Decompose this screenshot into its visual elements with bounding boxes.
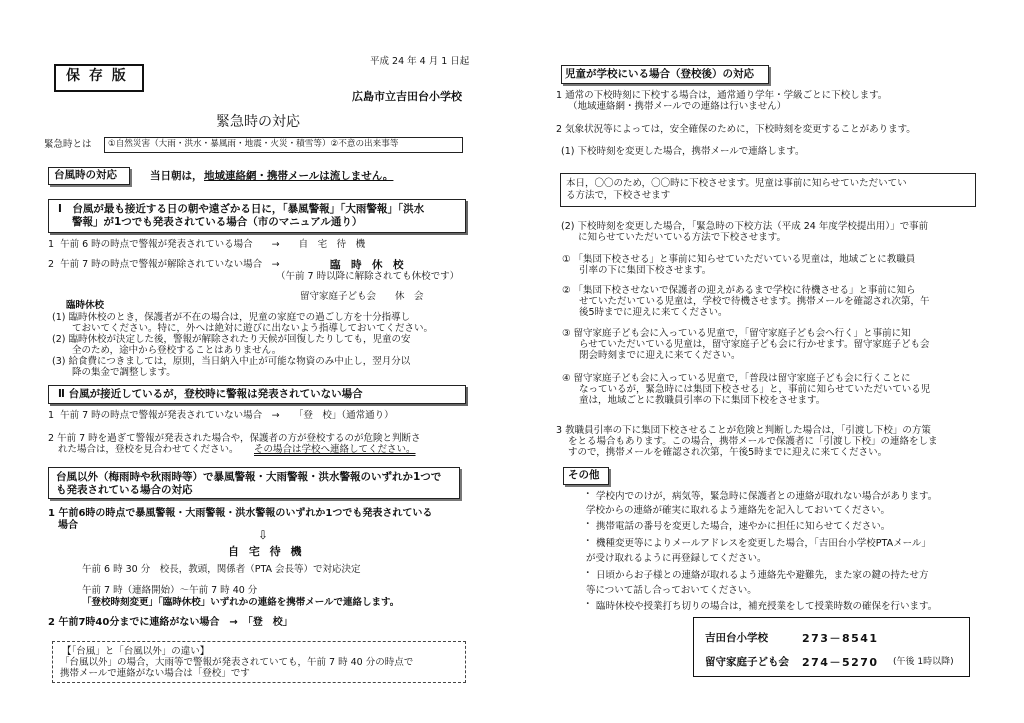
contact-window: 午前 7 時（連絡開始）～午前 7 時 40 分: [82, 585, 258, 596]
effective-date: 平成 24 年 4 月 1 日起: [370, 56, 470, 67]
non-typhoon-title-line1: 台風以外（梅雨時や秋雨時等）で暴風警報・大雨警報・洪水警報のいずれか1つで: [56, 471, 442, 483]
contact-club-name: 留守家庭子ども会: [705, 656, 789, 668]
r-item3c: すので，携帯メールを確認され次第，午後5時までに迎えに来てください。: [568, 447, 888, 458]
case3-line2: らせていただいている児童は，留守家庭子ども会に行かせます。留守家庭子ども会: [579, 339, 930, 350]
other-bullet1b: 学校からの連絡が確実に取れるよう連絡先を記入しておいてください。: [586, 505, 891, 516]
rinji-note-1a: (1) 臨時休校のとき，保護者が不在の場合は，児童の家庭での過ごし方を十分指導し: [52, 312, 411, 323]
non-typhoon-item1b: 場合: [58, 520, 78, 531]
section1-title-line1: Ⅰ 台風が最も接近する日の朝や遠ざかる日に，「暴風警報」「大雨警報」「洪水: [58, 203, 425, 215]
after-arrival-heading: 児童が学校にいる場合（登校後）の対応: [565, 68, 754, 80]
non-typhoon-item2: 2 午前7時40分までに連絡がない場合 → 「登 校」: [48, 617, 293, 628]
case1-line1: ① 「集団下校させる」と事前に知らせていただいている児童は，地域ごとに教職員: [562, 254, 916, 265]
contact-method: 「登校時刻変更」「臨時休校」いずれかの連絡を携帯メールで連絡します。: [82, 597, 400, 608]
mail-sample-line1: 本日，〇〇のため，〇〇時に下校させます。児童は事前に知らせていただいてい: [566, 178, 907, 189]
decision-meeting: 午前 6 時 30 分 校長，教頭，関係者（PTA 会長等）で対応決定: [82, 564, 361, 575]
r-para2b: に知らせていただいている方法で下校させます。: [578, 232, 786, 243]
typhoon-tag: 台風時の対応: [54, 169, 117, 181]
other-bullet1a: 学校内でのけが，病気等，緊急時に保護者との連絡が取れない場合があります。: [596, 491, 938, 502]
r-item1a: 1 通常の下校時刻に下校する場合は，通常通り学年・学級ごとに下校します。: [556, 90, 888, 101]
contact-club-tel: 274－5270: [802, 656, 879, 669]
difference-line1: 「台風以外」の場合，大雨等で警報が発表されていても，午前 7 時 40 分の時点で: [60, 657, 414, 668]
section2-item2c: その場合は学校へ連絡してください。: [254, 444, 416, 455]
contact-school-tel: 273－8541: [802, 632, 879, 645]
case4-line3: 童は，地域ごとに教職員引率の下に集団下校をさせます。: [579, 395, 826, 406]
other-bullet3b: が受け取れるように再登録してください。: [586, 553, 767, 564]
section2-item2b: れた場合は，登校を見合わせてください。: [58, 444, 239, 455]
emergency-definition-prefix: 緊急時とは: [44, 139, 92, 150]
rinji-note-1b: ておいてください。特に，外へは絶対に遊びに出ないよう指導しておいてください。: [72, 323, 434, 334]
contact-school-name: 吉田台小学校: [705, 632, 768, 644]
bullet-dot-icon: ・: [583, 536, 593, 547]
other-bullet3a: 機種変更等によりメールアドレスを変更した場合，「吉田台小学校PTAメール」: [596, 538, 931, 549]
case4-line2: なっているが，緊急時には集団下校させる」と，事前に知らせていただいている児: [579, 384, 931, 395]
section2-title: Ⅱ 台風が接近しているが，登校時に警報は発表されていない場合: [58, 388, 363, 400]
case3-line1: ③ 留守家庭子ども会に入っている児童で，「留守家庭子ども会へ行く」と事前に知: [562, 328, 911, 339]
bullet-dot-icon: ・: [583, 568, 593, 579]
r-item1b: （地域連絡網・携帯メールでの連絡は行いません）: [568, 101, 787, 112]
r-item2: 2 気象状況等によっては，安全確保のために，下校時刻を変更することがあります。: [556, 124, 916, 135]
mail-sample-line2: る方法で，下校させます: [566, 190, 671, 201]
section1-item1: 1 午前 6 時の時点で警報が発表されている場合 → 自 宅 待 機: [48, 239, 366, 250]
rinji-heading: 臨時休校: [66, 300, 105, 311]
rinji-note-2a: (2) 臨時休校が決定した後，警報が解除されたり天候が回復したりしても，児童の安: [52, 334, 411, 345]
rinji-note-3a: (3) 給食費につきましては，原則，当日納入中止が可能な物資のみ中止し，翌月分以: [52, 356, 411, 367]
bullet-dot-icon: ・: [583, 519, 593, 530]
section2-item1: 1 午前 7 時の時点で警報が発表されていない場合 → 「登 校」（通常通り）: [48, 410, 394, 421]
rinji-note-3b: 降の集金で調整します。: [72, 367, 176, 378]
stamp-label: 保 存 版: [66, 68, 128, 84]
case3-line3: 閉会時刻までに迎えに来てください。: [579, 350, 741, 361]
other-bullet4b: 等について話し合っておいてください。: [586, 585, 757, 596]
other-bullet4a: 日頃からお子様との連絡が取れるよう連絡先や避難先，また家の鍵の持たせ方: [596, 570, 929, 581]
other-tag: その他: [568, 469, 600, 481]
section1-item2: 2 午前 7 時の時点で警報が解除されていない場合 →: [48, 259, 280, 270]
case2-line1: ② 「集団下校させないで保護者の迎えがあるまで学校に待機させる」と事前に知ら: [562, 285, 916, 296]
bullet-dot-icon: ・: [583, 489, 593, 500]
difference-title: 【「台風」と「台風以外」の違い】: [62, 646, 210, 657]
typhoon-note-emphasis: 地域連絡網・携帯メールは流しません。: [204, 170, 394, 182]
r-item3: (1) 下校時刻を変更した場合，携帯メールで連絡します。: [561, 146, 805, 157]
section1-item2-result: 臨 時 休 校: [330, 259, 404, 271]
down-arrow-icon: ⇩: [258, 528, 269, 542]
school-name: 広島市立吉田台小学校: [352, 90, 462, 103]
other-bullet2: 携帯電話の番号を変更した場合，速やかに担任に知らせてください。: [596, 521, 891, 532]
bullet-dot-icon: ・: [583, 599, 593, 610]
page-title: 緊急時の対応: [216, 114, 300, 130]
home-standby: 自 宅 待 機: [228, 545, 305, 558]
rinji-note-2b: 全のため，途中から登校することはありません。: [72, 345, 282, 356]
case2-line2: せていただいている児童は，学校で待機させます。携帯メールを確認され次第，午: [579, 296, 930, 307]
section2-item2a: 2 午前 7 時を過ぎて警報が発表された場合や，保護者の方が登校するのが危険と判断さ: [48, 433, 421, 444]
case4-line1: ④ 留守家庭子ども会に入っている児童で，「普段は留守家庭子ども会に行くことに: [562, 373, 911, 384]
afterschool-club-status: 留守家庭子ども会 休 会: [300, 291, 424, 302]
difference-line2: 携帯メールで連絡がない場合は「登校」です: [60, 668, 250, 679]
non-typhoon-item1a: 1 午前6時の時点で暴風警報・大雨警報・洪水警報のいずれか1つでも発表されている: [48, 508, 433, 519]
contact-club-note: (午後 1時以降): [893, 657, 954, 667]
r-item3a: 3 教職員引率の下に集団下校させることが危険と判断した場合は，「引渡し下校」の方策: [556, 425, 931, 436]
case1-line2: 引率の下に集団下校させます。: [579, 265, 712, 276]
typhoon-note-prefix: 当日朝は，: [150, 170, 203, 182]
other-bullet5: 臨時休校や授業打ち切りの場合は，補充授業をして授業時数の確保を行います。: [596, 601, 938, 612]
section1-title-line2: 警報」が1つでも発表されている場合（市のマニュアル通り）: [72, 216, 363, 228]
emergency-definition: ①自然災害（大雨・洪水・暴風雨・地震・火災・積雪等）②不意の出来事等: [108, 139, 399, 149]
r-para2a: (2) 下校時刻を変更した場合，「緊急時の下校方法（平成 24 年度学校提出用）」で事前: [561, 221, 929, 232]
r-item3b: をとる場合もあります。この場合，携帯メールで保護者に「引渡し下校」の連絡をしま: [568, 436, 938, 447]
non-typhoon-title-line2: も発表されている場合の対応: [56, 484, 193, 496]
case2-line3: 後5時までに迎えに来てください。: [579, 307, 728, 318]
section1-item2-note: （午前 7 時以降に解除されても休校です）: [276, 271, 460, 282]
